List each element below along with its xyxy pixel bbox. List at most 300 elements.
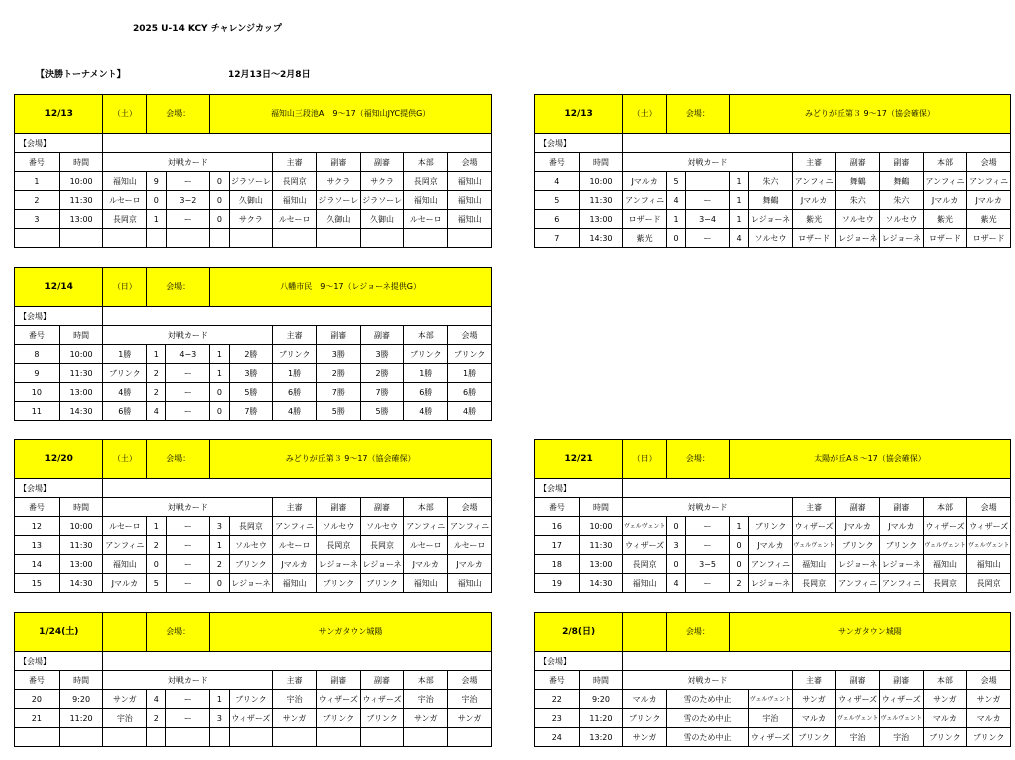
block-date: 12/13: [15, 95, 103, 134]
col-card: 対戦カード: [103, 671, 273, 690]
away-team: レジョーネ: [229, 574, 273, 593]
assistant-referee-2: サクラ: [360, 172, 404, 191]
match-no: 4: [535, 172, 580, 191]
assistant-referee-2: ソルセウ: [360, 517, 404, 536]
venue-note-blank: [623, 652, 1011, 671]
assistant-referee-1: ブリンク: [316, 574, 360, 593]
match-no: 23: [535, 709, 580, 728]
away-team: ソルセウ: [749, 229, 793, 248]
away-team: ウィザーズ: [229, 709, 273, 728]
assistant-referee-2: 2勝: [360, 364, 404, 383]
match-no: 1: [15, 172, 60, 191]
col-asst2: 副審: [360, 498, 404, 517]
assistant-referee-1: 宇治: [836, 728, 880, 747]
home-score: 2: [147, 364, 166, 383]
away-team: 5勝: [229, 383, 273, 402]
venue-team: [448, 728, 492, 747]
hq-team: ウィザーズ: [923, 517, 967, 536]
venue-team: サンガ: [967, 690, 1011, 709]
col-chief: 主審: [273, 671, 317, 690]
venue-team: ブリンク: [448, 345, 492, 364]
match-row: [535, 191, 1011, 210]
block-day: [623, 613, 667, 652]
assistant-referee-1: レジョーネ: [836, 229, 880, 248]
col-card: 対戦カード: [103, 153, 273, 172]
venue-note-blank: [103, 652, 492, 671]
home-score: 9: [147, 172, 166, 191]
col-asst1: 副審: [836, 498, 880, 517]
col-time: 時間: [579, 671, 623, 690]
col-no: 番号: [535, 671, 580, 690]
home-team: 福知山: [103, 555, 147, 574]
hq-team: 長岡京: [404, 172, 448, 191]
col-venue: 会場: [448, 326, 492, 345]
date-range: 12月13日〜2月8日: [228, 70, 311, 80]
chief-referee: ブリンク: [273, 345, 317, 364]
home-score: [147, 229, 166, 248]
home-team: Jマルカ: [623, 172, 667, 191]
home-team: 福知山: [103, 172, 147, 191]
match-time: [59, 229, 103, 248]
col-time: 時間: [59, 671, 103, 690]
score-mid: ー: [166, 709, 210, 728]
chief-referee: [273, 728, 317, 747]
away-score: 1: [729, 172, 748, 191]
col-no: 番号: [535, 498, 580, 517]
match-time: 11:20: [59, 709, 103, 728]
col-chief: 主審: [792, 498, 836, 517]
match-row: [535, 709, 1011, 728]
away-team: 朱六: [749, 172, 793, 191]
venue-prefix: 会場：: [666, 613, 729, 652]
score-mid: 4−3: [166, 345, 210, 364]
match-block: [14, 439, 492, 593]
home-score: 3: [666, 536, 685, 555]
venue-team: [448, 229, 492, 248]
col-venue: 会場: [448, 671, 492, 690]
block-date: 12/21: [535, 440, 623, 479]
hq-team: 福知山: [923, 555, 967, 574]
hq-team: サンガ: [404, 709, 448, 728]
col-asst1: 副審: [316, 671, 360, 690]
assistant-referee-1: ブリンク: [836, 536, 880, 555]
away-team: レジョーネ: [749, 574, 793, 593]
score-mid: ー: [686, 517, 730, 536]
assistant-referee-1: ウィザーズ: [316, 690, 360, 709]
home-score: 4: [147, 402, 166, 421]
home-score: 2: [147, 536, 166, 555]
home-team: [103, 229, 147, 248]
col-asst1: 副審: [316, 326, 360, 345]
away-score: 2: [210, 555, 229, 574]
assistant-referee-1: ヴェルヴェント: [836, 709, 880, 728]
chief-referee: [273, 229, 317, 248]
venue-name: サンガタウン城陽: [210, 613, 492, 652]
home-team: ルセーロ: [103, 191, 147, 210]
assistant-referee-2: 宇治: [879, 728, 923, 747]
away-team: 2勝: [229, 345, 273, 364]
venue-team: アンフィニ: [448, 517, 492, 536]
score-mid: 3−2: [166, 191, 210, 210]
match-time: 11:30: [579, 191, 623, 210]
assistant-referee-2: Jマルカ: [880, 517, 924, 536]
assistant-referee-2: ソルセウ: [880, 210, 924, 229]
match-time: 11:30: [579, 536, 623, 555]
block-day: （日）: [623, 440, 667, 479]
col-time: 時間: [579, 153, 623, 172]
match-no: [15, 229, 60, 248]
venue-note-blank: [103, 307, 492, 326]
chief-referee: 長岡京: [273, 172, 317, 191]
col-no: 番号: [15, 671, 60, 690]
hq-team: ブリンク: [404, 345, 448, 364]
hq-team: ルセーロ: [404, 536, 448, 555]
match-time: 11:30: [59, 191, 103, 210]
match-time: 14:30: [59, 574, 103, 593]
venue-note: 【会場】: [15, 652, 103, 671]
chief-referee: 福知山: [273, 574, 317, 593]
away-team: レジョーネ: [749, 210, 793, 229]
home-team: ウィザーズ: [623, 536, 667, 555]
score-mid: ー: [166, 364, 210, 383]
home-team: ヴェルヴェント: [623, 517, 667, 536]
away-team: ブリンク: [229, 555, 273, 574]
venue-prefix: 会場：: [147, 613, 210, 652]
match-time: [59, 728, 103, 747]
match-block: [534, 94, 1011, 248]
assistant-referee-1: アンフィニ: [836, 574, 880, 593]
away-team: ヴェルヴェント: [749, 690, 793, 709]
home-team: 4勝: [103, 383, 147, 402]
match-row: [15, 574, 492, 593]
match-time: 9:20: [59, 690, 103, 709]
away-score: 0: [210, 574, 229, 593]
assistant-referee-1: 5勝: [316, 402, 360, 421]
chief-referee: 4勝: [273, 402, 317, 421]
away-team: [229, 728, 273, 747]
venue-team: 福知山: [448, 172, 492, 191]
venue-team: 福知山: [448, 210, 492, 229]
away-team: サクラ: [229, 210, 273, 229]
col-venue: 会場: [967, 671, 1011, 690]
away-team: 7勝: [229, 402, 273, 421]
venue-team: 福知山: [448, 574, 492, 593]
match-no: 11: [15, 402, 60, 421]
venue-prefix: 会場：: [147, 440, 210, 479]
match-no: 7: [535, 229, 580, 248]
score-mid: 3−5: [686, 555, 730, 574]
col-chief: 主審: [273, 498, 317, 517]
away-score: 3: [210, 709, 229, 728]
match-time: 10:00: [59, 517, 103, 536]
hq-team: アンフィニ: [923, 172, 967, 191]
match-no: 6: [535, 210, 580, 229]
venue-prefix: 会場：: [666, 440, 729, 479]
home-team: ブリンク: [623, 709, 667, 728]
col-venue: 会場: [448, 153, 492, 172]
home-score: 0: [147, 555, 166, 574]
match-time: 10:00: [579, 517, 623, 536]
home-score: 4: [147, 690, 166, 709]
chief-referee: ブリンク: [792, 728, 836, 747]
assistant-referee-1: 久御山: [316, 210, 360, 229]
assistant-referee-2: 長岡京: [360, 536, 404, 555]
match-time: 14:30: [59, 402, 103, 421]
col-hq: 本部: [404, 498, 448, 517]
match-no: 21: [15, 709, 60, 728]
col-asst2: 副審: [360, 326, 404, 345]
assistant-referee-2: 朱六: [880, 191, 924, 210]
score-mid: ー: [166, 555, 210, 574]
home-team: 長岡京: [103, 210, 147, 229]
hq-team: ロザード: [923, 229, 967, 248]
venue-team: アンフィニ: [967, 172, 1011, 191]
col-venue: 会場: [967, 498, 1011, 517]
match-no: 13: [15, 536, 60, 555]
assistant-referee-1: 長岡京: [316, 536, 360, 555]
col-hq: 本部: [404, 153, 448, 172]
away-score: [210, 728, 229, 747]
block-date: 2/8(日): [535, 613, 623, 652]
away-score: 0: [729, 536, 748, 555]
assistant-referee-1: レジョーネ: [316, 555, 360, 574]
score-mid: [166, 229, 210, 248]
block-day: （土）: [623, 95, 667, 134]
match-row: [15, 536, 492, 555]
col-hq: 本部: [923, 498, 967, 517]
assistant-referee-2: ヴェルヴェント: [879, 709, 923, 728]
match-no: 20: [15, 690, 60, 709]
hq-team: 宇治: [404, 690, 448, 709]
venue-name: サンガタウン城陽: [729, 613, 1010, 652]
home-score: 2: [147, 709, 166, 728]
match-no: 10: [15, 383, 60, 402]
home-team: 6勝: [103, 402, 147, 421]
chief-referee: 6勝: [273, 383, 317, 402]
block-date: 12/20: [15, 440, 103, 479]
venue-note-blank: [103, 479, 492, 498]
assistant-referee-1: ソルセウ: [836, 210, 880, 229]
match-row: [535, 690, 1011, 709]
block-date: 12/14: [15, 268, 103, 307]
match-no: 24: [535, 728, 580, 747]
venue-team: 6勝: [448, 383, 492, 402]
away-score: 1: [729, 517, 748, 536]
assistant-referee-2: 3勝: [360, 345, 404, 364]
chief-referee: 1勝: [273, 364, 317, 383]
col-no: 番号: [535, 153, 580, 172]
venue-note-blank: [623, 479, 1011, 498]
assistant-referee-1: Jマルカ: [836, 517, 880, 536]
hq-team: 福知山: [404, 574, 448, 593]
home-score: 5: [666, 172, 685, 191]
venue-team: マルカ: [967, 709, 1011, 728]
match-note: 雪のため中止: [666, 690, 748, 709]
chief-referee: 宇治: [273, 690, 317, 709]
venue-team: 長岡京: [967, 574, 1011, 593]
hq-team: Jマルカ: [404, 555, 448, 574]
match-time: 11:30: [59, 364, 103, 383]
assistant-referee-2: 7勝: [360, 383, 404, 402]
match-time: 13:00: [59, 210, 103, 229]
venue-team: ブリンク: [967, 728, 1011, 747]
chief-referee: ウィザーズ: [792, 517, 836, 536]
venue-team: Jマルカ: [967, 191, 1011, 210]
away-team: アンフィニ: [749, 555, 793, 574]
score-mid: ー: [166, 402, 210, 421]
chief-referee: Jマルカ: [273, 555, 317, 574]
home-team: 紫光: [623, 229, 667, 248]
match-time: 13:00: [59, 383, 103, 402]
col-card: 対戦カード: [103, 326, 273, 345]
score-mid: ー: [166, 517, 210, 536]
venue-team: ルセーロ: [448, 536, 492, 555]
home-score: 4: [666, 574, 685, 593]
match-time: 14:30: [579, 229, 623, 248]
away-score: 1: [729, 210, 748, 229]
match-time: 13:00: [59, 555, 103, 574]
col-time: 時間: [579, 498, 623, 517]
hq-team: 1勝: [404, 364, 448, 383]
match-row: [535, 574, 1011, 593]
assistant-referee-2: レジョーネ: [360, 555, 404, 574]
match-no: 18: [535, 555, 580, 574]
match-row: [535, 172, 1011, 191]
home-team: ロザード: [623, 210, 667, 229]
score-mid: ー: [166, 690, 210, 709]
col-asst2: 副審: [360, 671, 404, 690]
match-row: [535, 210, 1011, 229]
col-chief: 主審: [273, 153, 317, 172]
away-score: 0: [210, 210, 229, 229]
assistant-referee-2: 5勝: [360, 402, 404, 421]
document-title: 2025 U-14 KCY チャレンジカップ: [133, 24, 282, 34]
score-mid: ー: [166, 210, 210, 229]
match-block: [14, 612, 492, 747]
away-score: 4: [729, 229, 748, 248]
away-team: 久御山: [229, 191, 273, 210]
chief-referee: ルセーロ: [273, 210, 317, 229]
chief-referee: サンガ: [273, 709, 317, 728]
home-score: 0: [666, 517, 685, 536]
col-asst1: 副審: [316, 498, 360, 517]
home-team: サンガ: [103, 690, 147, 709]
assistant-referee-2: [360, 229, 404, 248]
assistant-referee-2: ブリンク: [360, 574, 404, 593]
match-row: [15, 383, 492, 402]
assistant-referee-1: ジラソーレ: [316, 191, 360, 210]
match-block: [14, 94, 492, 248]
home-team: 宇治: [103, 709, 147, 728]
away-team: 長岡京: [229, 517, 273, 536]
col-card: 対戦カード: [623, 671, 792, 690]
assistant-referee-2: レジョーネ: [880, 555, 924, 574]
away-score: 0: [210, 191, 229, 210]
chief-referee: 福知山: [792, 555, 836, 574]
away-team: ジラソーレ: [229, 172, 273, 191]
col-chief: 主審: [273, 326, 317, 345]
match-no: 2: [15, 191, 60, 210]
hq-team: [404, 728, 448, 747]
assistant-referee-1: ウィザーズ: [836, 690, 880, 709]
match-time: 10:00: [59, 345, 103, 364]
venue-prefix: 会場：: [147, 95, 210, 134]
match-row: [15, 690, 492, 709]
col-asst2: 副審: [879, 671, 923, 690]
match-time: 10:00: [579, 172, 623, 191]
assistant-referee-2: ブリンク: [880, 536, 924, 555]
away-score: 1: [210, 364, 229, 383]
away-team: 宇治: [749, 709, 793, 728]
score-mid: [686, 172, 730, 191]
hq-team: ブリンク: [923, 728, 967, 747]
away-team: 舞鶴: [749, 191, 793, 210]
venue-team: ウィザーズ: [967, 517, 1011, 536]
block-day: [103, 613, 147, 652]
assistant-referee-1: [316, 229, 360, 248]
col-time: 時間: [59, 153, 103, 172]
match-time: 14:30: [579, 574, 623, 593]
chief-referee: アンフィニ: [792, 172, 836, 191]
hq-team: 6勝: [404, 383, 448, 402]
assistant-referee-2: [360, 728, 404, 747]
col-no: 番号: [15, 153, 60, 172]
col-card: 対戦カード: [623, 153, 792, 172]
venue-name: 八幡市民 9〜17（レジョーネ提供G）: [210, 268, 492, 307]
match-row: [15, 555, 492, 574]
match-row: [15, 191, 492, 210]
col-asst2: 副審: [880, 153, 924, 172]
home-score: 5: [147, 574, 166, 593]
venue-note-blank: [623, 134, 1011, 153]
match-no: 12: [15, 517, 60, 536]
col-no: 番号: [15, 326, 60, 345]
match-row: [535, 517, 1011, 536]
match-block: [14, 267, 492, 421]
away-team: 3勝: [229, 364, 273, 383]
assistant-referee-2: ジラソーレ: [360, 191, 404, 210]
hq-team: Jマルカ: [923, 191, 967, 210]
away-score: 1: [210, 536, 229, 555]
away-score: 0: [210, 172, 229, 191]
hq-team: ルセーロ: [404, 210, 448, 229]
block-day: （日）: [103, 268, 147, 307]
match-time: 13:20: [579, 728, 623, 747]
match-no: 9: [15, 364, 60, 383]
assistant-referee-1: サクラ: [316, 172, 360, 191]
venue-note: 【会場】: [535, 134, 623, 153]
away-score: 3: [210, 517, 229, 536]
assistant-referee-1: ソルセウ: [316, 517, 360, 536]
venue-team: 1勝: [448, 364, 492, 383]
away-team: ブリンク: [229, 690, 273, 709]
venue-team: 紫光: [967, 210, 1011, 229]
venue-prefix: 会場：: [147, 268, 210, 307]
score-mid: [166, 728, 210, 747]
away-score: 2: [729, 574, 748, 593]
home-team: アンフィニ: [103, 536, 147, 555]
col-chief: 主審: [792, 671, 836, 690]
venue-note: 【会場】: [535, 479, 623, 498]
match-row: [15, 345, 492, 364]
match-block: [534, 612, 1011, 747]
col-card: 対戦カード: [103, 498, 273, 517]
match-row: [15, 364, 492, 383]
venue-team: Jマルカ: [448, 555, 492, 574]
home-score: 1: [666, 210, 685, 229]
col-hq: 本部: [923, 153, 967, 172]
home-team: Jマルカ: [103, 574, 147, 593]
